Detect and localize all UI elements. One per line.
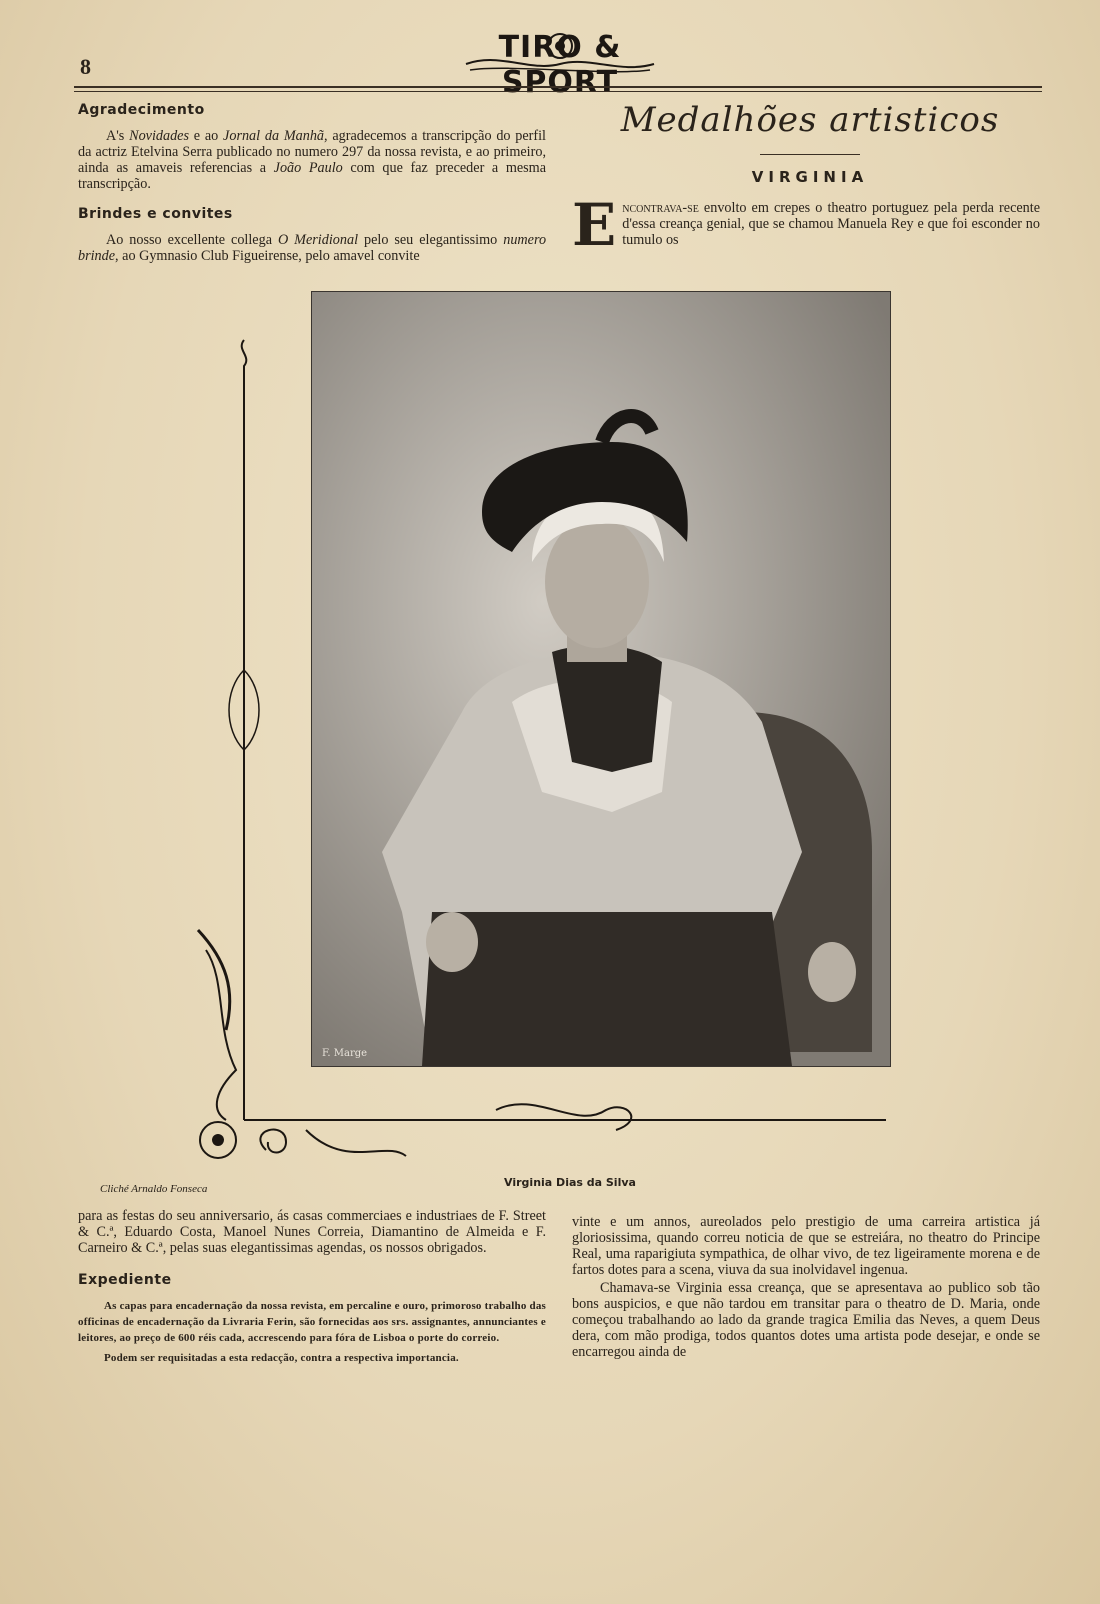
drop-cap: E (572, 191, 617, 259)
expediente-title: Expediente (78, 1272, 172, 1288)
title-rule (760, 154, 860, 155)
page-number: 8 (80, 54, 91, 79)
masthead-logo (460, 24, 660, 100)
right-column-bottom (572, 1214, 1040, 1360)
portrait-photo (311, 291, 891, 1067)
photo-caption: Virginia Dias da Silva (504, 1176, 636, 1189)
brindes-text-bottom: para as festas do seu anniversario, ás casas commerciaes e industriaes de F. Street & C.ª, Eduardo Costa, Manoel Nunes Correia, Diamantino de Almeida e F. Carneiro & C.ª, pelas suas elegantissimas agendas, os nossos obrigados. (78, 1208, 546, 1256)
medalhoes-text-p3: Chamava-se Virginia essa creança, que se apresentava ao publico sob tão bons auspicios, e que não tardou em transitar para o theatro de D. Maria, onde começou trabalhando ao lado da grande tragica Emilia das Neves, a quem Deus dera, com mão prodiga, todos quantos dotes uma artista pode desejar, e onde se encarregou ainda de (572, 1280, 1040, 1360)
svg-text:F. Marge: F. Marge (322, 1048, 368, 1059)
brindes-text-top: Ao nosso excellente collega O Meridional pelo seu elegantissimo numero brinde, ao Gymnasio Club Figueirense, pelo amavel convite (78, 232, 547, 264)
left-column-bottom (78, 1208, 546, 1370)
masthead-title: TIRO & SPORT (498, 30, 622, 100)
medalhoes-subtitle: VIRGINIA (751, 168, 869, 186)
medalhoes-text-continued: vinte e um annos, aureolados pelo prestigio de uma carreira artistica já gloriosissima, quando correu noticia de que se estreiára, no theatro do Principe Real, uma raparigiuta sympathica, de olhar vivo, de tez ligeiramente morena e de fartos dotes para a scena, viuva da sua inolvidavel ingenua. (572, 1214, 1040, 1278)
left-column-top (78, 102, 546, 264)
medalhoes-text-top: E ncontrava-se envolto em crepes o theatro portuguez pela perda recente d'essa creança genial, que se chamou Manuela Rey e que foi esconder no tumulo os (572, 191, 1041, 259)
photo-credit: Cliché Arnaldo Fonseca (100, 1183, 208, 1195)
agradecimento-text: A's Novidades e ao Jornal da Manhã, agradecemos a transcripção do perfil da actriz Etelvina Serra publicado no numero 297 da nossa revista, e ao primeiro, ainda as amaveis referencias a João Paulo com que faz preceder a mesma transcripção. (78, 128, 547, 192)
brindes-title: Brindes e convites (78, 206, 233, 222)
agradecimento-title: Agradecimento (78, 102, 205, 118)
medalhoes-intro (572, 191, 1041, 259)
expediente-text: As capas para encadernação da nossa revista, em percaline e ouro, primoroso trabalho das officinas de encadernação da Livraria Ferin, são fornecidas aos srs. assignantes, annunciantes e leitores, ao preço de 600 réis cada, accrescendo para fóra de Lisboa o porte do correio. (78, 1300, 546, 1344)
medalhoes-title: Medalhões artisticos (620, 100, 1000, 140)
expediente-text-2: Podem ser requisitadas a esta redacção, contra a respectiva importancia. (104, 1352, 459, 1364)
header-rule-thin (74, 91, 1042, 92)
header-rule (74, 86, 1042, 88)
